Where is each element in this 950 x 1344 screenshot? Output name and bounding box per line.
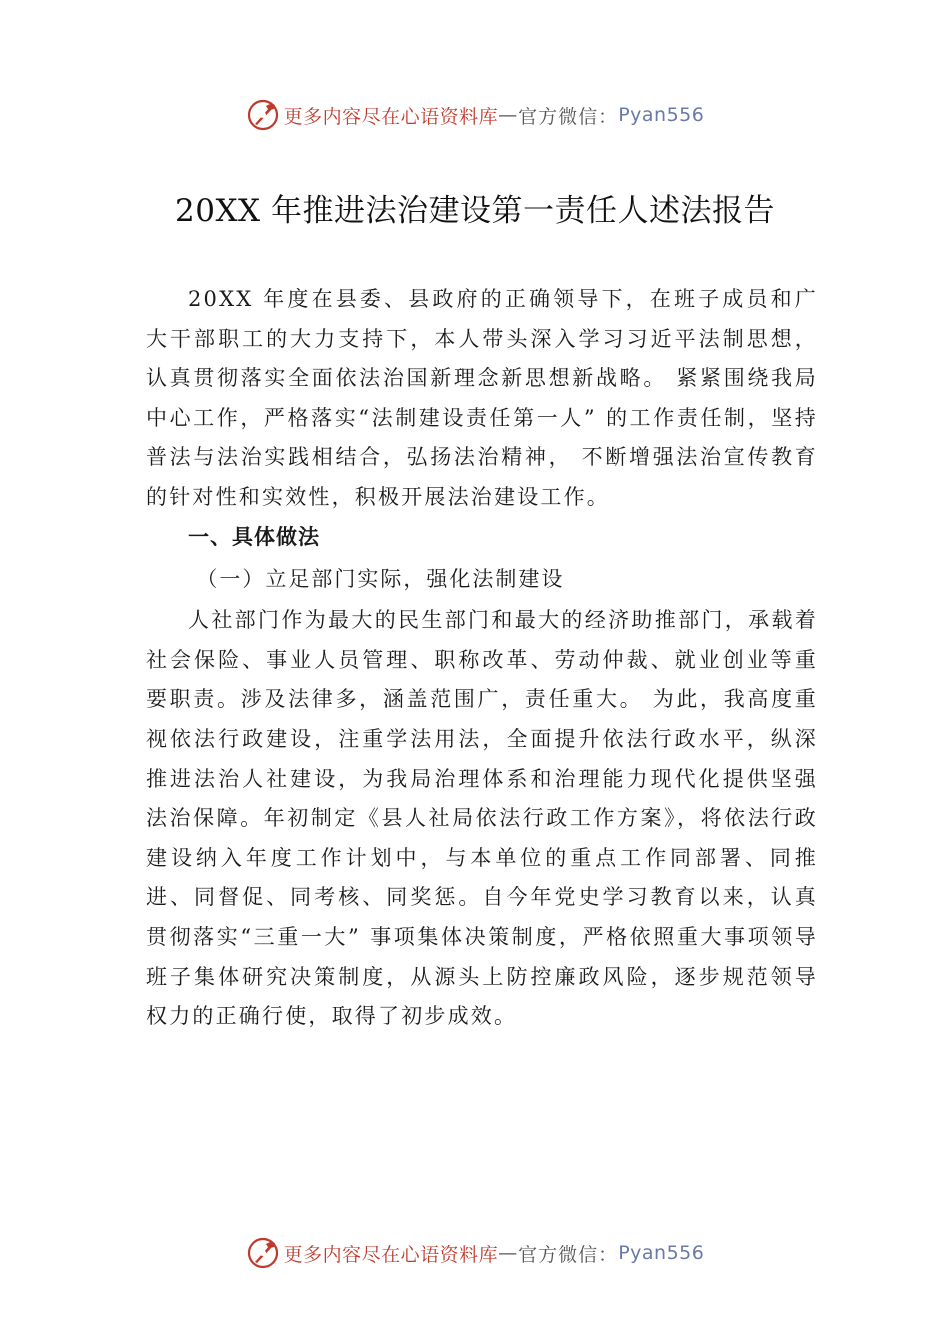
- section-heading: 一、具体做法: [188, 524, 320, 549]
- watermark-footer: [0, 1233, 950, 1273]
- document-body: [146, 280, 818, 1037]
- document-title: 20XX 年推进法治建设第一责任人述法报告: [175, 193, 775, 229]
- watermark-wechat-label: 官方微信：: [518, 1243, 619, 1266]
- quill-pen-logo-icon: [246, 98, 280, 132]
- watermark-brand-text: 更多内容尽在心语资料库: [283, 1243, 499, 1266]
- watermark-dash: —: [498, 1242, 519, 1264]
- watermark-wechat-id: Pyan556: [618, 104, 705, 126]
- subsection-heading: （一）立足部门实际，强化法制建设: [196, 567, 565, 592]
- subsection-paragraph: 人社部门作为最大的民生部门和最大的经济助推部门，承载着社会保险、事业人员管理、职称改革、劳动仲裁、就业创业等重要职责。涉及法律多，涵盖范围广，责任重大。 为此，我高度重视依法行政建设，注重学法用法，全面提升依法行政水平，纵深推进法治人社建设，为我局治理体系和治理能力现代化提供坚强法治保障。年初制定《县人社局依法行政工作方案》，将依法行政建设纳入年度工作计划中，与本单位的重点工作同部署、同推进、同督促、同考核、同奖惩。自今年党史学习教育以来，认真贯彻落实“三重一大” 事项集体决策制度，严格依照重大事项领导班子集体研究决策制度，从源头上防控廉政风险，逐步规范领导权力的正确行使，取得了初步成效。: [146, 608, 818, 1029]
- watermark-wechat-id: Pyan556: [618, 1242, 705, 1264]
- quill-pen-logo-icon: [246, 1236, 280, 1270]
- watermark-brand-text: 更多内容尽在心语资料库: [283, 105, 499, 128]
- intro-paragraph: 20XX 年度在县委、县政府的正确领导下，在班子成员和广大干部职工的大力支持下，本人带头深入学习习近平法制思想，认真贯彻落实全面依法治国新理念新思想新战略。 紧紧围绕我局中心工作，严格落实“法制建设责任第一人” 的工作责任制，坚持普法与法治实践相结合，弘扬法治精神， 不断增强法治宣传教育的针对性和实效性，积极开展法治建设工作。: [146, 287, 818, 509]
- watermark-dash: —: [498, 104, 519, 126]
- watermark-header: [0, 95, 950, 135]
- watermark-wechat-label: 官方微信：: [518, 105, 619, 128]
